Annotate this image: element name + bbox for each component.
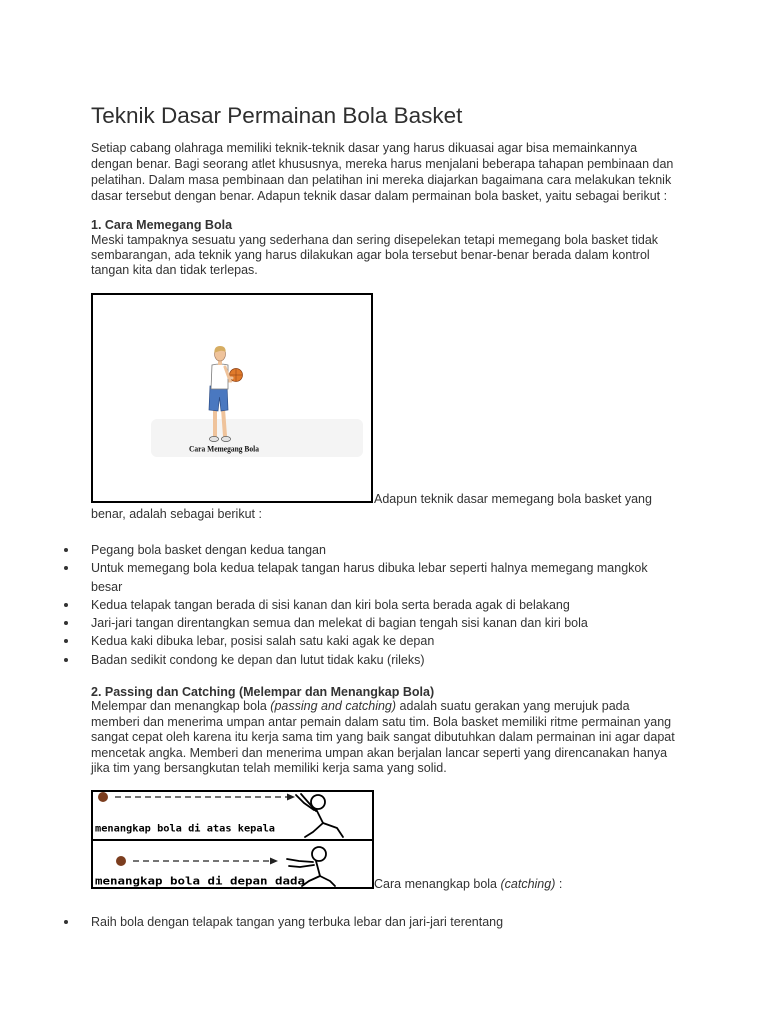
intro-line: dasar tersebut dengan benar. Adapun teknik dasar dalam permainan bola basket, yaitu sebagai berikut : <box>91 189 668 203</box>
list-item-text: Untuk memegang bola kedua telapak tangan harus dibuka lebar seperti halnya memegang mangkok <box>91 561 648 576</box>
holding-ball-illustration <box>91 293 373 503</box>
player-right-leg <box>223 409 225 436</box>
paragraph-line: jika tim yang bersangkutan telah memiliki kerja sama yang solid. <box>91 761 447 775</box>
paragraph-text: Melempar dan menangkap bola <box>91 699 271 713</box>
bullet-marker <box>64 566 68 570</box>
list-item-text: Pegang bola basket dengan kedua tangan <box>91 543 326 557</box>
ball-icon <box>98 792 108 802</box>
intro-line: Setiap cabang olahraga memiliki teknik-teknik dasar yang harus dikuasai agar bisa memainkannya <box>91 141 638 155</box>
catching-intro-line <box>374 876 562 892</box>
bullet-marker <box>64 621 68 625</box>
after-figure-line: Adapun teknik dasar memegang bola basket yang <box>374 492 652 506</box>
paragraph-line: mencetak angka. Memberi dan menerima umpan akan berjalan lancar seperti yang direncanakan hanya <box>91 745 668 760</box>
player-shorts <box>209 386 228 411</box>
list-item-text: Jari-jari tangan direntangkan semua dan melekat di bagian tengah sisi kanan dan kiri bola <box>91 616 588 631</box>
catching-intro-text: Cara menangkap bola <box>374 877 501 891</box>
list-item <box>91 632 648 650</box>
list-item <box>91 541 648 559</box>
bullet-marker <box>64 639 68 643</box>
figure-frame <box>92 294 372 502</box>
paragraph-line: memberi dan menerima umpan antar pemain dalam satu tim. Bola basket memiliki ritme permainan yang <box>91 714 672 729</box>
list-item-text: besar <box>91 579 123 594</box>
paragraph-line: sangat cepat oleh karena itu kerja sama tim yang baik sangat dibutuhkan dalam permainan ini agar dapat <box>91 730 675 744</box>
intro-line: dengan benar. Bagi seorang atlet khususnya, mereka harus menjalani beberapa tahapan pembinaan dan <box>91 157 674 171</box>
list-item <box>91 614 648 632</box>
section-1-heading: 1. Cara Memegang Bola <box>91 218 233 232</box>
player-right-shoe <box>221 436 230 441</box>
list-item-text: Kedua kaki dibuka lebar, posisi salah satu kaki agak ke depan <box>91 634 435 649</box>
paragraph-text: adalah suatu gerakan yang merujuk pada <box>396 699 630 713</box>
player-left-shoe <box>209 436 218 441</box>
section-2-heading: 2. Passing dan Catching (Melempar dan Menangkap Bola) <box>91 685 435 699</box>
ball-icon <box>116 856 126 866</box>
list-item <box>91 651 648 669</box>
holding-ball-figure <box>91 293 373 503</box>
paragraph-line: tangan kita dan tidak terlepas. <box>91 263 258 277</box>
list-item <box>91 596 648 614</box>
list-item-text: Badan sedikit condong ke depan dan lutut tidak kaku (rileks) <box>91 652 425 667</box>
bullet-marker <box>64 658 68 662</box>
paragraph-line: sembarangan, ada teknik yang harus dilakukan agar bola tersebut benar-benar berada dalam kontrol <box>91 248 650 262</box>
catching-figure <box>91 790 374 889</box>
catching-illustration <box>91 790 374 889</box>
after-figure-line: benar, adalah sebagai berikut : <box>91 507 262 521</box>
intro-line: pelatihan. Dalam masa pembinaan dan pelatihan ini mereka diajarkan bagaimana cara melakukan teknik <box>91 173 672 187</box>
list-item <box>91 913 503 931</box>
paragraph-line: Meski tampaknya sesuatu yang sederhana dan sering disepelekan tetapi memegang bola basket tidak <box>91 233 659 247</box>
list-item <box>91 559 648 596</box>
paragraph-line <box>91 699 675 715</box>
list-item-text: Raih bola dengan telapak tangan yang terbuka lebar dan jari-jari terentang <box>91 915 504 929</box>
section-1-paragraph <box>91 233 658 278</box>
catching-technique-list <box>91 913 503 931</box>
page-title: Teknik Dasar Permainan Bola Basket <box>91 103 463 128</box>
intro-paragraph <box>91 140 673 204</box>
bullet-marker <box>64 548 68 552</box>
paragraph-italic-term: (passing and catching) <box>270 699 397 713</box>
overhead-catch-label: menangkap bola di atas kepala <box>95 823 276 835</box>
chest-catch-label: menangkap bola di depan dada <box>95 875 305 888</box>
list-item-text: Kedua telapak tangan berada di sisi kanan dan kiri bola serta berada agak di belakang <box>91 597 570 612</box>
figure-caption: Cara Memegang Bola <box>189 444 259 454</box>
catching-intro-text: : <box>555 877 563 891</box>
section-2-paragraph <box>91 699 675 777</box>
holding-technique-list <box>91 541 648 669</box>
bullet-marker <box>64 920 68 924</box>
bullet-marker <box>64 603 68 607</box>
catching-italic-term: (catching) <box>500 877 556 891</box>
